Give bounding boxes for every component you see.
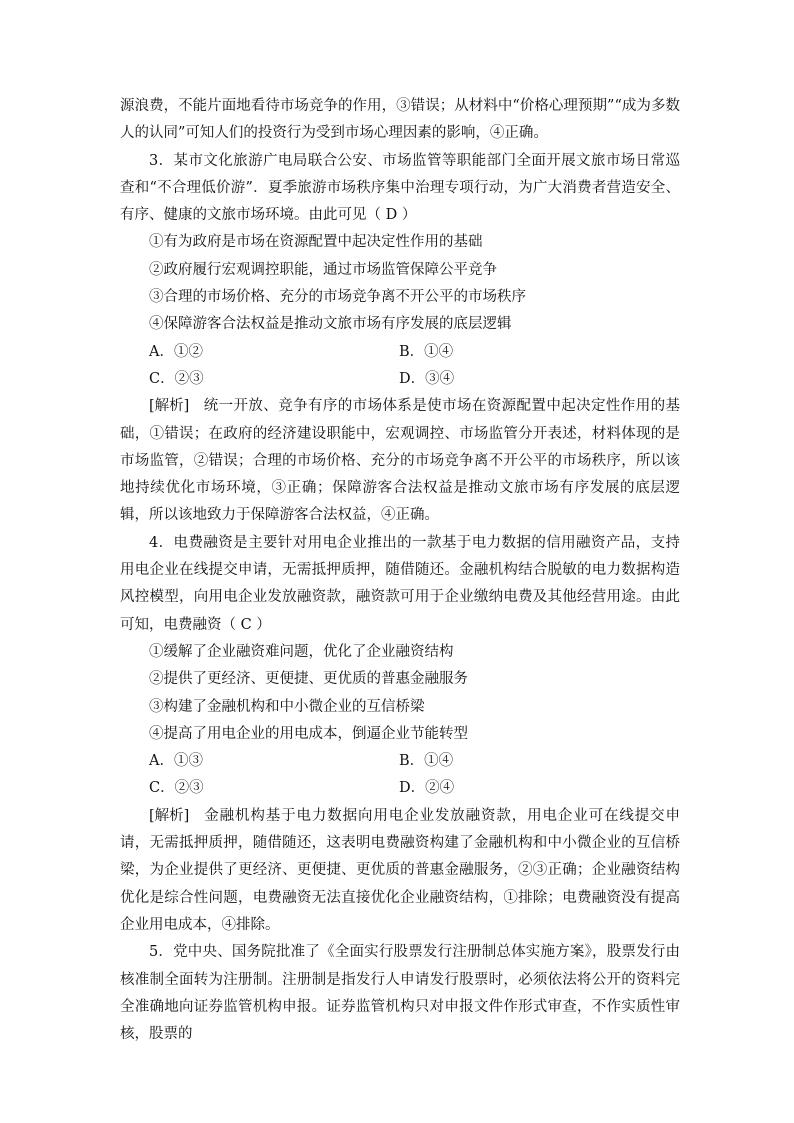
- q3-analysis: [120, 393, 680, 529]
- q4-option-1: ①缓解了企业融资难问题，优化了企业融资结构: [149, 643, 454, 660]
- q4-stem: 4．电费融资是主要针对用电企业推出的一款基于电力数据的信用融资产品，支持用电企业在线提交申请，无需抵押质押，随借随还。金融机构结合脱敏的电力数据构造风控模型，向用电企业发放融资款，融资款可用于企业缴纳电费及其他经营用途。由此可知，电费融资（ C ）: [120, 534, 680, 633]
- q3-choice-c: C．②③: [149, 370, 204, 387]
- q3-choices-row-1: [120, 339, 680, 366]
- q2-analysis-continuation: 源浪费，不能片面地看待市场竞争的作用，③错误；从材料中“价格心理预期”“成为多数人的认同”可知人们的投资行为受到市场心理因素的影响，④正确。: [120, 98, 680, 142]
- q3-choices-row-2: [120, 366, 680, 393]
- q4-analysis-label: [解析]: [149, 807, 190, 824]
- q4-choices-row-1: [120, 748, 680, 775]
- q4-choice-d: D．②④: [399, 780, 455, 797]
- q4-choice-b: B．①④: [399, 753, 454, 770]
- q4-analysis: [120, 803, 680, 939]
- q5-stem: 5．党中央、国务院批准了《全面实行股票发行注册制总体实施方案》，股票发行由核准制全面转为注册制。注册制是指发行人申请发行股票时，必须依法将公开的资料完全准确地向证券监管机构申报。证券监管机构只对申报文件作形式审查，不作实质性审核，股票的: [120, 944, 680, 1043]
- q4-choice-c: C．②③: [149, 780, 204, 797]
- document-body: [120, 93, 680, 1048]
- q4-choices-row-2: [120, 775, 680, 802]
- q4-option-3: ③构建了金融机构和中小微企业的互信桥梁: [149, 698, 425, 715]
- q3-option-1: ①有为政府是市场在资源配置中起决定性作用的基础: [149, 234, 483, 251]
- q3-analysis-label: [解析]: [149, 398, 190, 415]
- q3-stem: 3．某市文化旅游广电局联合公安、市场监管等职能部门全面开展文旅市场日常巡查和“不合理低价游”．夏季旅游市场秩序集中治理专项行动，为广大消费者营造安全、有序、健康的文旅市场环境。由此可见（ D ）: [120, 152, 680, 224]
- q3-option-3: ③合理的市场价格、充分的市场竞争离不开公平的市场秩序: [149, 289, 526, 306]
- q3-analysis-text: 统一开放、竞争有序的市场体系是使市场在资源配置中起决定性作用的基础，①错误；在政府的经济建设职能中，宏观调控、市场监管分开表述，材料体现的是市场监管，②错误；合理的市场价格、充分的市场竞争离不开公平的市场秩序，所以该地持续优化市场环境，③正确；保障游客合法权益是推动文旅市场有序发展的底层逻辑，所以该地致力于保障游客合法权益，④正确。: [120, 398, 680, 524]
- q4-option-2: ②提供了更经济、更便捷、更优质的普惠金融服务: [149, 671, 468, 688]
- q4-option-4: ④提高了用电企业的用电成本，倒逼企业节能转型: [149, 725, 468, 742]
- q3-choice-d: D．③④: [399, 370, 455, 387]
- q3-option-2: ②政府履行宏观调控职能，通过市场监管保障公平竞争: [149, 261, 497, 278]
- q3-option-4: ④保障游客合法权益是推动文旅市场有序发展的底层逻辑: [149, 316, 512, 333]
- q3-choice-b: B．①④: [399, 343, 454, 360]
- q4-choice-a: A．①③: [149, 753, 203, 770]
- q4-analysis-text: 金融机构基于电力数据向用电企业发放融资款，用电企业可在线提交申请，无需抵押质押，随借随还，这表明电费融资构建了金融机构和中小微企业的互信桥梁，为企业提供了更经济、更便捷、更优质的普惠金融服务，②③正确；企业融资结构优化是综合性问题，电费融资无法直接优化企业融资结构，①排除；电费融资没有提高企业用电成本，④排除。: [120, 807, 680, 933]
- q3-choice-a: A．①②: [149, 343, 203, 360]
